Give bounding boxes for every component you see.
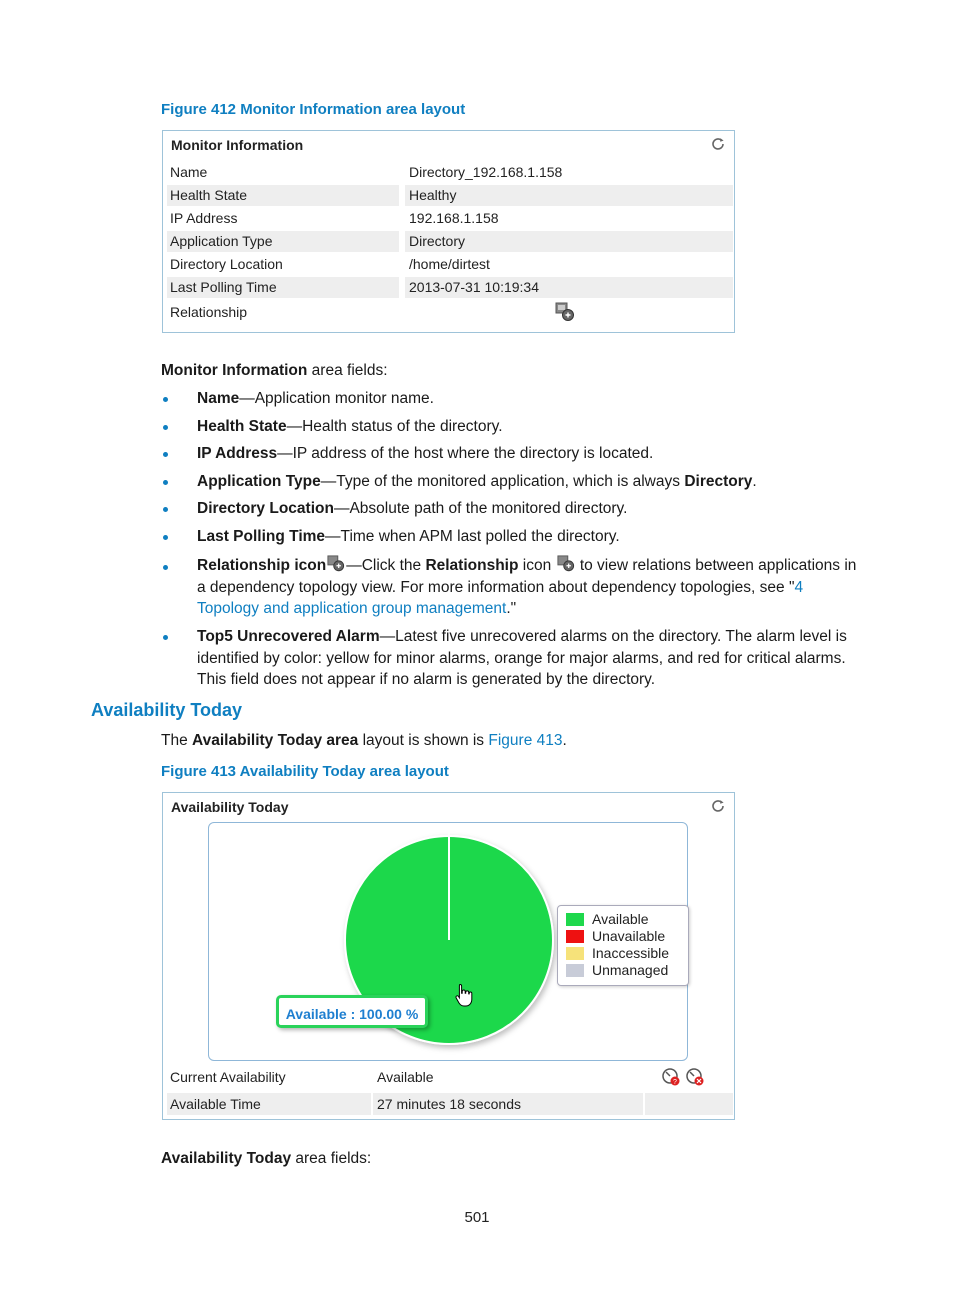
legend-swatch	[566, 913, 584, 926]
refresh-icon[interactable]	[710, 798, 726, 814]
panel-title: Monitor Information	[171, 137, 304, 153]
list-item: Last Polling Time—Time when APM last polled the directory.	[197, 528, 620, 545]
refresh-icon[interactable]	[710, 136, 726, 152]
topology-link[interactable]: 4 Topology and application group management	[197, 578, 804, 617]
figure-413-link[interactable]: Figure 413	[488, 732, 563, 749]
section-heading: Availability Today	[91, 700, 243, 720]
availability-today-panel	[162, 792, 735, 1120]
chart-legend	[557, 905, 689, 986]
table-row	[167, 302, 733, 323]
relationship-icon[interactable]	[555, 302, 575, 322]
availability-fields-intro: Availability Today area fields:	[161, 1150, 372, 1167]
alarm-gauge-icon[interactable]	[661, 1067, 681, 1087]
field-name: Application Type	[170, 233, 273, 249]
table-row	[167, 231, 733, 252]
legend-swatch	[566, 964, 584, 977]
monitor-information-panel	[162, 130, 735, 333]
alarm-gauge-critical-icon[interactable]	[685, 1067, 705, 1087]
legend-item-available: Available	[566, 911, 649, 927]
field-name: Relationship	[170, 304, 248, 320]
field-value: Healthy	[409, 187, 457, 203]
chart-tooltip: Available : 100.00 %	[276, 995, 428, 1028]
field-value: 2013-07-31 10:19:34	[409, 279, 539, 295]
field-name: Available Time	[170, 1096, 261, 1112]
table-row	[167, 162, 733, 183]
table-row	[167, 1093, 733, 1115]
relationship-icon	[556, 555, 576, 573]
table-row	[167, 208, 733, 229]
panel-title: Availability Today	[171, 799, 289, 815]
field-value: Directory_192.168.1.158	[409, 164, 563, 180]
figure-412-caption: Figure 412 Monitor Information area layout	[161, 101, 466, 118]
svg-text:?: ?	[673, 1079, 677, 1086]
list-item: Application Type—Type of the monitored application, which is always Directory.	[197, 473, 757, 490]
legend-swatch	[566, 930, 584, 943]
list-item: Directory Location—Absolute path of the monitored directory.	[197, 500, 628, 517]
relationship-icon	[326, 555, 346, 573]
chart-frame	[208, 822, 688, 1061]
table-row	[167, 254, 733, 275]
field-value: 27 minutes 18 seconds	[377, 1096, 521, 1112]
legend-item-unavailable: Unavailable	[566, 928, 665, 944]
field-name: Name	[170, 164, 208, 180]
legend-item-inaccessible: Inaccessible	[566, 945, 669, 961]
legend-item-unmanaged: Unmanaged	[566, 962, 668, 978]
list-item: Top5 Unrecovered Alarm—Latest five unrecovered alarms on the directory. The alarm level is identified by color: yellow for minor alarms, orange for major alarms, and red for critical alarms. This field does not appear if no alarm is generated by the directory.	[197, 628, 847, 688]
list-item: Health State—Health status of the directory.	[197, 418, 503, 435]
list-item: Name—Application monitor name.	[197, 390, 434, 407]
hand-cursor-icon	[455, 983, 473, 1007]
figure-413-caption: Figure 413 Availability Today area layout	[161, 763, 449, 780]
page-number: 501	[464, 1209, 490, 1226]
field-value: Directory	[409, 233, 466, 249]
field-value: Available	[377, 1069, 434, 1085]
table-row	[167, 185, 733, 206]
list-item: Relationship icon —Click the Relationship icon to view relations between applications in a dependency topology view. For more information about dependency topologies, see "4 Topology and application group management."	[197, 557, 857, 617]
availability-intro: The Availability Today area layout is shown is Figure 413.	[161, 732, 567, 749]
table-row	[167, 277, 733, 298]
mi-fields-intro: Monitor Information area fields:	[161, 362, 388, 379]
field-name: Last Polling Time	[170, 279, 277, 295]
field-name: IP Address	[170, 210, 238, 226]
field-name: Current Availability	[170, 1069, 286, 1085]
field-value: 192.168.1.158	[409, 210, 499, 226]
list-item: IP Address—IP address of the host where the directory is located.	[197, 445, 654, 462]
field-name: Directory Location	[170, 256, 283, 272]
field-value: /home/dirtest	[409, 256, 490, 272]
field-name: Health State	[170, 187, 248, 203]
table-row	[167, 1066, 733, 1088]
legend-swatch	[566, 947, 584, 960]
